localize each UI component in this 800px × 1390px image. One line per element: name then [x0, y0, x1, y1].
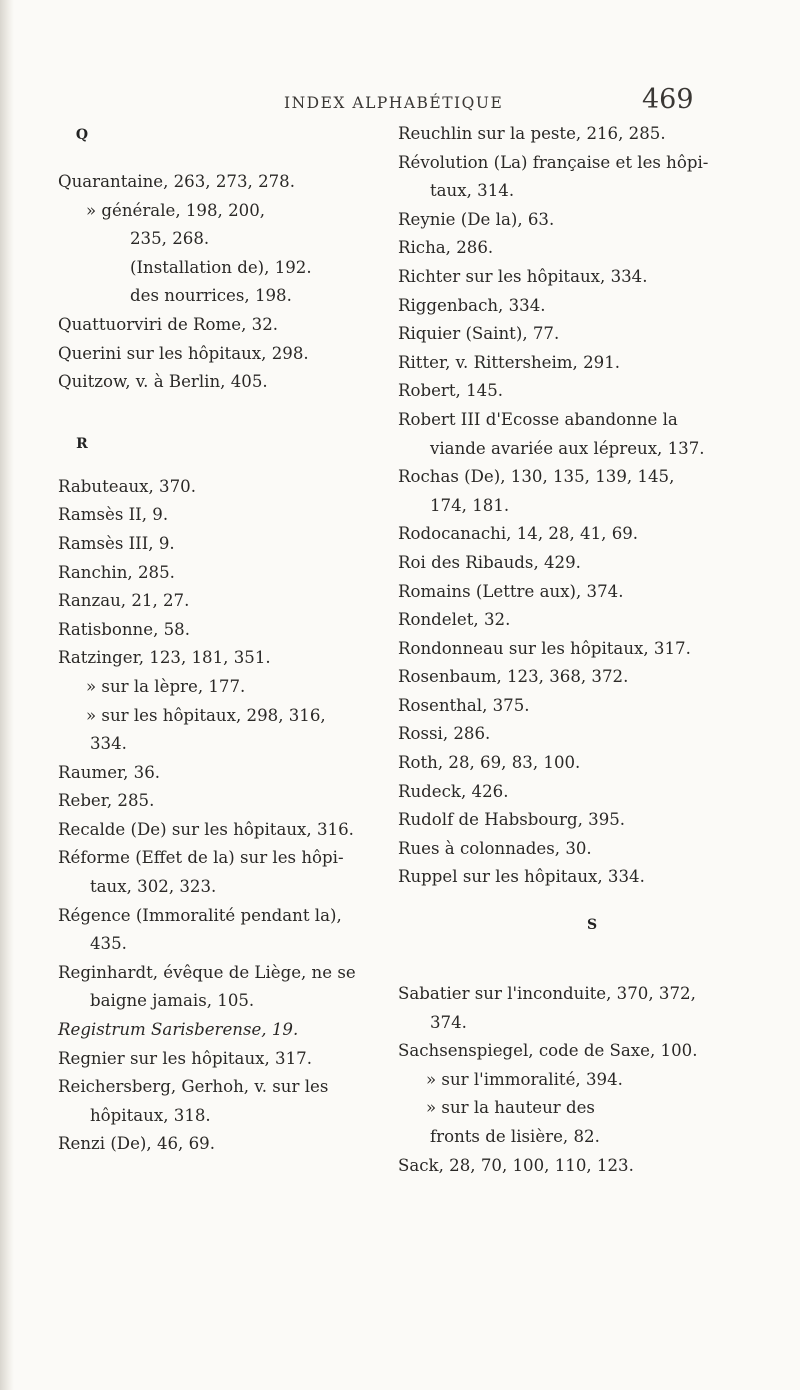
index-entry: Romains (Lettre aux), 374. [398, 581, 624, 601]
index-entry: Raumer, 36. [58, 762, 161, 782]
right-column [398, 120, 758, 1180]
index-entry: Sack, 28, 70, 100, 110, 123. [398, 1155, 634, 1175]
index-entry: Réforme (Effet de la) sur les hôpi- [58, 848, 344, 868]
index-entry: Rondonneau sur les hôpitaux, 317. [398, 638, 691, 658]
index-entry: Querini sur les hôpitaux, 298. [58, 343, 309, 363]
index-entry: Roth, 28, 69, 83, 100. [398, 753, 581, 773]
index-entry-continuation: hôpitaux, 318. [90, 1105, 211, 1125]
index-entry-continuation: viande avariée aux lépreux, 137. [430, 438, 705, 458]
index-entry: Roi des Ribauds, 429. [398, 552, 581, 572]
index-entry: Rosenbaum, 123, 368, 372. [398, 667, 629, 687]
index-entry: Quattuorviri de Rome, 32. [58, 314, 279, 334]
section-letter-s: S [586, 917, 598, 934]
index-entry: » sur l'immoralité, 394. [426, 1069, 623, 1089]
index-entry: Riggenbach, 334. [398, 295, 546, 315]
index-entry: Robert, 145. [398, 381, 504, 401]
index-entry-continuation: 174, 181. [430, 495, 510, 515]
index-entry: Ranchin, 285. [58, 562, 175, 582]
index-entry: Ratisbonne, 58. [58, 619, 191, 639]
index-entry: Ratzinger, 123, 181, 351. [58, 648, 271, 668]
index-entry-continuation: 334. [90, 734, 127, 754]
index-entry: Richa, 286. [398, 238, 494, 258]
index-entry-continuation: baigne jamais, 105. [90, 991, 255, 1011]
index-entry: » sur les hôpitaux, 298, 316, [86, 705, 326, 725]
r-entries-continued [398, 120, 758, 892]
index-entry: Rodocanachi, 14, 28, 41, 69. [398, 524, 639, 544]
index-entry: Rudolf de Habsbourg, 395. [398, 810, 626, 830]
index-entry: Reichersberg, Gerhoh, v. sur les [58, 1077, 329, 1097]
index-entry: Ruppel sur les hôpitaux, 334. [398, 867, 645, 887]
index-entry-continuation: taux, 314. [430, 181, 515, 201]
index-entry: Reuchlin sur la peste, 216, 285. [398, 124, 666, 143]
r-entries [58, 473, 370, 1159]
index-entry: Révolution (La) française et les hôpi- [398, 152, 709, 172]
index-entry-continuation: 435. [90, 934, 127, 954]
index-entry: Recalde (De) sur les hôpitaux, 316. [58, 819, 354, 839]
index-entry: Régence (Immoralité pendant la), [58, 905, 342, 925]
page-number: 469 [642, 84, 694, 115]
index-entry: Quarantaine, 263, 273, 278. [58, 172, 296, 191]
left-column [58, 120, 370, 1159]
index-entry: Riquier (Saint), 77. [398, 324, 560, 344]
index-entry: Rues à colonnades, 30. [398, 838, 592, 858]
index-entry: Rabuteaux, 370. [58, 476, 197, 496]
index-entry: Renzi (De), 46, 69. [58, 1134, 216, 1154]
index-entry: Rochas (De), 130, 135, 139, 145, [398, 467, 675, 487]
index-entry: Robert III d'Ecosse abandonne la [398, 409, 678, 429]
index-entry: Regnier sur les hôpitaux, 317. [58, 1048, 312, 1068]
index-entry: Richter sur les hôpitaux, 334. [398, 266, 648, 286]
index-entry: Quitzow, v. à Berlin, 405. [58, 372, 268, 392]
index-entry: Ranzau, 21, 27. [58, 591, 190, 611]
index-entry: Rossi, 286. [398, 724, 491, 744]
index-entry: Reber, 285. [58, 791, 155, 811]
q-entries [58, 168, 370, 397]
index-entry-continuation: des nourrices, 198. [130, 286, 292, 306]
index-entry-continuation: taux, 302, 323. [90, 877, 217, 897]
index-entry: Sachsenspiegel, code de Saxe, 100. [398, 1041, 698, 1061]
index-entry: » sur la lèpre, 177. [86, 676, 246, 696]
index-entry: Reynie (De la), 63. [398, 209, 555, 229]
index-entry: Registrum Sarisberense, 19. [58, 1020, 299, 1040]
index-entry: Reginhardt, évêque de Liège, ne se [58, 962, 356, 982]
index-entry: » sur la hauteur des [426, 1098, 595, 1118]
index-entry: Ramsès II, 9. [58, 505, 169, 525]
index-entry: Ramsès III, 9. [58, 533, 175, 553]
running-title: INDEX ALPHABÉTIQUE [284, 94, 504, 112]
index-entry: » générale, 198, 200, [86, 200, 266, 220]
index-entry-continuation: 235, 268. [130, 229, 210, 249]
index-entry: Rudeck, 426. [398, 781, 509, 801]
s-entries [398, 980, 758, 1180]
section-letter-r: R [76, 435, 88, 452]
index-entry: Rondelet, 32. [398, 610, 511, 630]
index-entry-continuation: (Installation de), 192. [130, 257, 312, 277]
page-edge-shadow [0, 0, 14, 1390]
index-entry: Ritter, v. Rittersheim, 291. [398, 352, 621, 372]
index-entry: Rosenthal, 375. [398, 695, 530, 715]
index-entry: Sabatier sur l'inconduite, 370, 372, [398, 984, 696, 1004]
index-entry-continuation: fronts de lisière, 82. [430, 1127, 600, 1146]
index-entry-continuation: 374. [430, 1012, 467, 1032]
section-letter-q: Q [75, 127, 89, 143]
